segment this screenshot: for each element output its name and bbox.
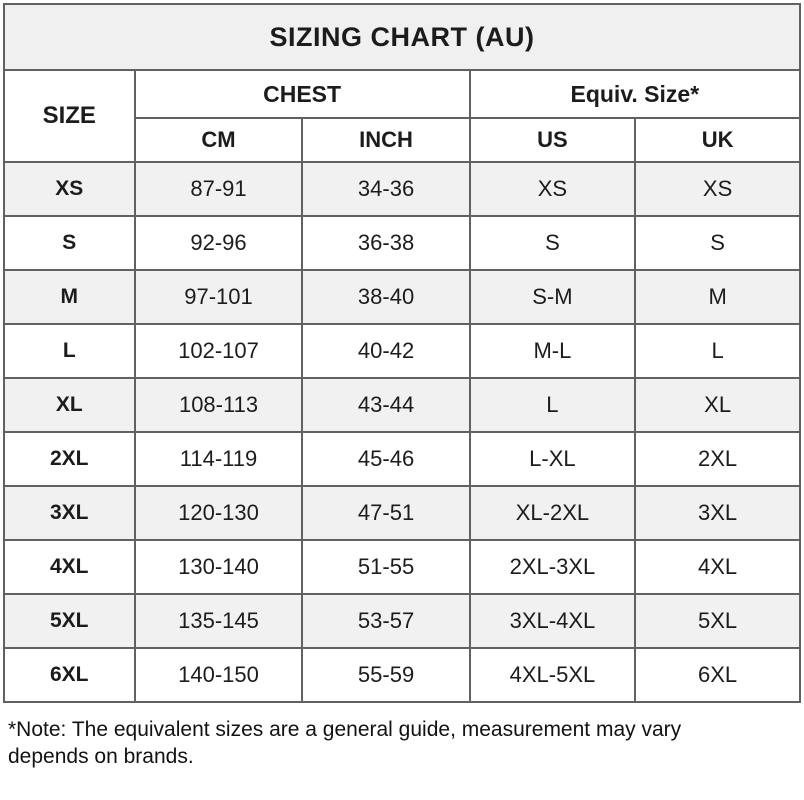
table-row	[4, 648, 800, 702]
cell-chest-inch: 43-44	[302, 378, 469, 432]
table-row	[4, 162, 800, 216]
cell-equiv-us: M-L	[470, 324, 636, 378]
cell-equiv-us: 3XL-4XL	[470, 594, 636, 648]
cell-size: XL	[4, 378, 135, 432]
cell-size: XS	[4, 162, 135, 216]
table-body	[4, 162, 800, 702]
cell-chest-inch: 51-55	[302, 540, 469, 594]
cell-equiv-us: L	[470, 378, 636, 432]
cell-equiv-us: XS	[470, 162, 636, 216]
cell-size: 6XL	[4, 648, 135, 702]
cell-equiv-uk: 2XL	[635, 432, 800, 486]
cell-equiv-uk: 5XL	[635, 594, 800, 648]
cell-chest-inch: 34-36	[302, 162, 469, 216]
cell-equiv-uk: 3XL	[635, 486, 800, 540]
cell-chest-cm: 140-150	[135, 648, 303, 702]
cell-chest-cm: 108-113	[135, 378, 303, 432]
cell-equiv-us: L-XL	[470, 432, 636, 486]
chart-title: SIZING CHART (AU)	[4, 4, 800, 70]
cell-equiv-us: S-M	[470, 270, 636, 324]
cell-chest-cm: 97-101	[135, 270, 303, 324]
cell-equiv-us: XL-2XL	[470, 486, 636, 540]
cell-size: 5XL	[4, 594, 135, 648]
footnote-line-2: depends on brands.	[8, 745, 194, 769]
cell-equiv-uk: M	[635, 270, 800, 324]
table-row	[4, 324, 800, 378]
cell-equiv-us: 4XL-5XL	[470, 648, 636, 702]
cell-size: 4XL	[4, 540, 135, 594]
cell-size: 3XL	[4, 486, 135, 540]
cell-equiv-uk: XS	[635, 162, 800, 216]
cell-chest-cm: 130-140	[135, 540, 303, 594]
cell-chest-inch: 40-42	[302, 324, 469, 378]
table-row	[4, 216, 800, 270]
title-row	[4, 4, 800, 70]
column-header-size: SIZE	[4, 70, 135, 162]
cell-size: 2XL	[4, 432, 135, 486]
cell-chest-inch: 53-57	[302, 594, 469, 648]
cell-chest-inch: 38-40	[302, 270, 469, 324]
column-header-equiv-size: Equiv. Size*	[470, 70, 800, 118]
cell-size: L	[4, 324, 135, 378]
footnote	[8, 716, 797, 771]
cell-size: M	[4, 270, 135, 324]
column-header-uk: UK	[635, 118, 800, 162]
cell-equiv-uk: 6XL	[635, 648, 800, 702]
cell-chest-cm: 135-145	[135, 594, 303, 648]
cell-chest-cm: 120-130	[135, 486, 303, 540]
table-row	[4, 486, 800, 540]
table-row	[4, 594, 800, 648]
cell-chest-cm: 114-119	[135, 432, 303, 486]
group-header-row	[4, 70, 800, 118]
cell-chest-cm: 102-107	[135, 324, 303, 378]
cell-chest-cm: 92-96	[135, 216, 303, 270]
footnote-line-1: *Note: The equivalent sizes are a general guide, measurement may vary	[8, 718, 682, 741]
cell-chest-inch: 47-51	[302, 486, 469, 540]
table-row	[4, 378, 800, 432]
column-header-cm: CM	[135, 118, 303, 162]
sizing-table	[3, 3, 801, 703]
cell-equiv-uk: S	[635, 216, 800, 270]
column-header-chest: CHEST	[135, 70, 470, 118]
cell-size: S	[4, 216, 135, 270]
cell-chest-cm: 87-91	[135, 162, 303, 216]
table-row	[4, 270, 800, 324]
cell-equiv-uk: L	[635, 324, 800, 378]
column-header-inch: INCH	[302, 118, 469, 162]
cell-equiv-us: S	[470, 216, 636, 270]
table-row	[4, 432, 800, 486]
cell-equiv-us: 2XL-3XL	[470, 540, 636, 594]
cell-equiv-uk: XL	[635, 378, 800, 432]
cell-chest-inch: 55-59	[302, 648, 469, 702]
table-row	[4, 540, 800, 594]
cell-equiv-uk: 4XL	[635, 540, 800, 594]
column-header-us: US	[470, 118, 636, 162]
cell-chest-inch: 45-46	[302, 432, 469, 486]
cell-chest-inch: 36-38	[302, 216, 469, 270]
